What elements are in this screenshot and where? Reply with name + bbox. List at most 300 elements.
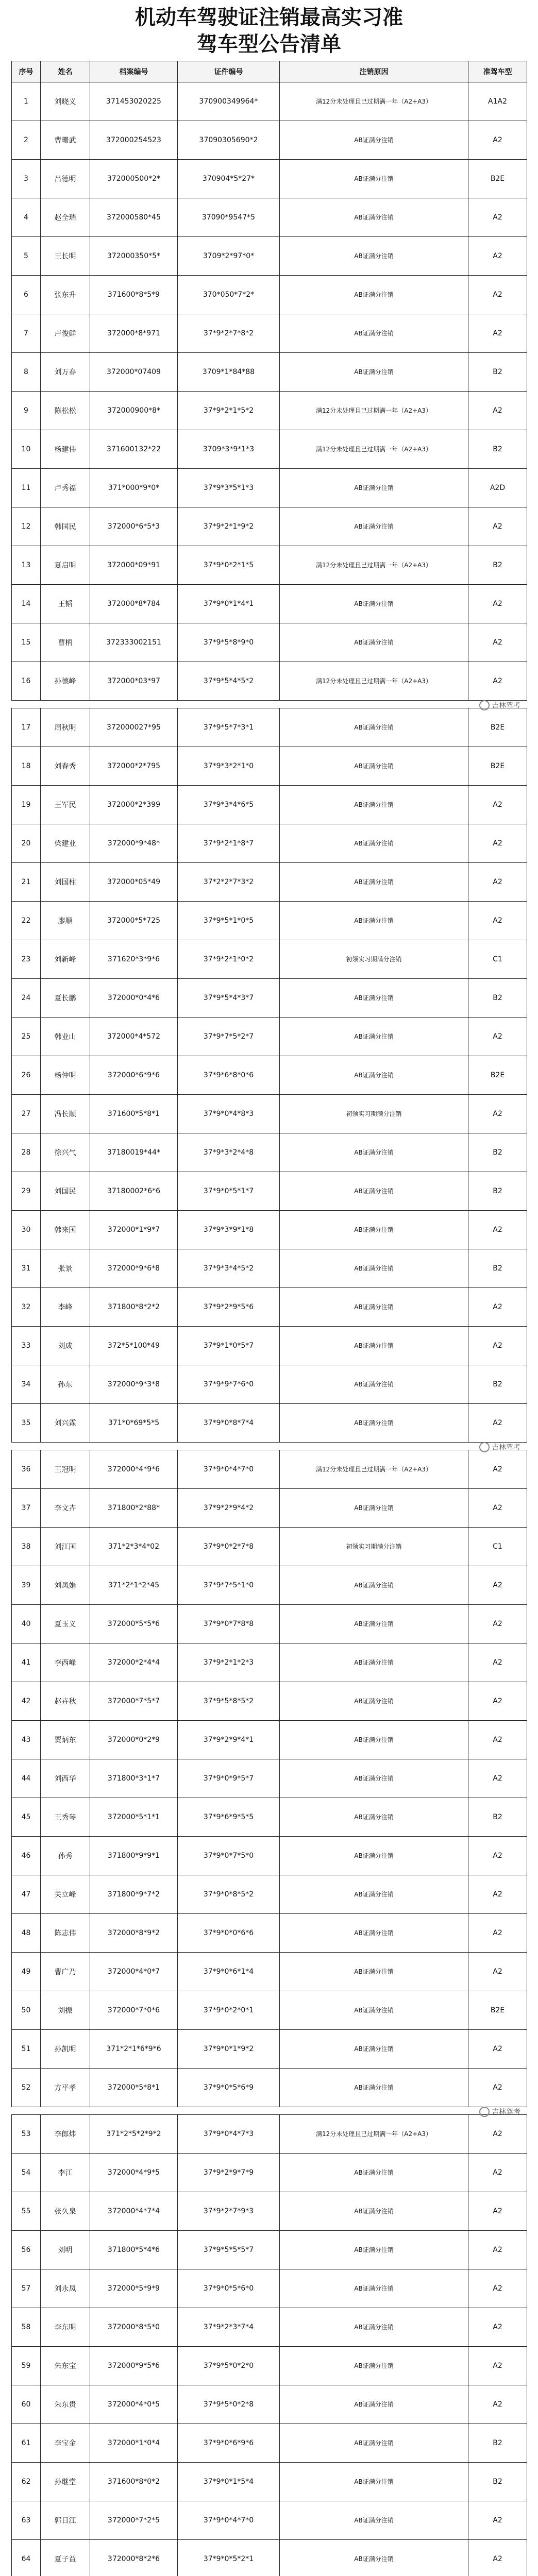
- license-number: 37*9*5*0*2*8: [178, 2385, 280, 2424]
- file-number: 372000*9*5*6: [90, 2347, 178, 2385]
- cancel-reason: AB证满分注销: [280, 198, 468, 237]
- vehicle-class: A2: [468, 1211, 527, 1249]
- driver-name: 夏启明: [41, 546, 90, 585]
- file-number: 371600132*22: [90, 430, 178, 469]
- driver-name: 刘万春: [41, 353, 90, 392]
- table-row: [12, 1991, 527, 2030]
- table-row: [12, 2308, 527, 2347]
- file-number: 372000*4*572: [90, 1018, 178, 1056]
- watermark-logo-icon: [479, 2107, 490, 2117]
- vehicle-class: A2: [468, 2385, 527, 2424]
- row-number: 14: [12, 585, 41, 623]
- driver-name: 孙凯明: [41, 2030, 90, 2069]
- table-row: [12, 353, 527, 392]
- file-number: 372000*2*4*4: [90, 1643, 178, 1682]
- row-number: 30: [12, 1211, 41, 1249]
- file-number: 372000*4*0*7: [90, 1953, 178, 1991]
- license-number: 37*9*1*0*5*7: [178, 1327, 280, 1365]
- license-number: 37*9*0*4*7*0: [178, 1450, 280, 1489]
- row-number: 27: [12, 1095, 41, 1133]
- table-row: [12, 1133, 527, 1172]
- license-number: 37090305690*2: [178, 121, 280, 160]
- vehicle-class: B2E: [468, 1991, 527, 2030]
- cancel-reason: AB证满分注销: [280, 1605, 468, 1643]
- vehicle-class: A2: [468, 2540, 527, 2576]
- row-number: 43: [12, 1721, 41, 1759]
- license-number: 37*9*2*1*8*7: [178, 824, 280, 863]
- driver-name: 赵卉秋: [41, 1682, 90, 1721]
- table-row: [12, 1682, 527, 1721]
- row-number: 29: [12, 1172, 41, 1211]
- cancel-reason: AB证满分注销: [280, 2192, 468, 2231]
- vehicle-class: B2: [468, 1249, 527, 1288]
- file-number: 372000350*5*: [90, 237, 178, 276]
- vehicle-class: B2: [468, 546, 527, 585]
- row-number: 58: [12, 2308, 41, 2347]
- cancel-reason: AB证满分注销: [280, 314, 468, 353]
- watermark: [479, 2107, 520, 2117]
- license-number: 37*9*2*9*5*6: [178, 1288, 280, 1327]
- license-number: 37*9*0*8*5*2: [178, 1875, 280, 1914]
- row-number: 16: [12, 662, 41, 701]
- cancel-reason: AB证满分注销: [280, 863, 468, 902]
- cancel-reason: 满12分未处理且已过期满一年（A2+A3）: [280, 662, 468, 701]
- license-number: 37*9*0*6*9*6: [178, 2424, 280, 2463]
- section-gap: [12, 701, 527, 708]
- driver-name: 贾炳东: [41, 1721, 90, 1759]
- table-row: [12, 585, 527, 623]
- file-number: 371*2*3*4*02: [90, 1528, 178, 1566]
- table-row: [12, 2385, 527, 2424]
- row-number: 36: [12, 1450, 41, 1489]
- driver-name: 刘国柱: [41, 863, 90, 902]
- license-number: 37*9*2*7*8*2: [178, 314, 280, 353]
- vehicle-class: A2: [468, 1914, 527, 1953]
- watermark-text: 吉林驾考: [492, 1444, 520, 1452]
- cancel-reason: AB证满分注销: [280, 1172, 468, 1211]
- driver-name: 赵全瑞: [41, 198, 90, 237]
- file-number: 372000*4*9*6: [90, 1450, 178, 1489]
- file-number: 372000*05*49: [90, 863, 178, 902]
- cancel-reason: AB证满分注销: [280, 2069, 468, 2107]
- table-row: [12, 1172, 527, 1211]
- row-number: 3: [12, 160, 41, 198]
- vehicle-class: A2: [468, 863, 527, 902]
- vehicle-class: A2: [468, 1450, 527, 1489]
- cancel-reason: 满12分未处理且已过期满一年（A2+A3）: [280, 392, 468, 430]
- license-number: 37*9*6*8*0*6: [178, 1056, 280, 1095]
- driver-name: 冯长顺: [41, 1095, 90, 1133]
- row-number: 7: [12, 314, 41, 353]
- vehicle-class: B2: [468, 353, 527, 392]
- row-number: 60: [12, 2385, 41, 2424]
- vehicle-class: A2: [468, 1605, 527, 1643]
- driver-name: 陈松松: [41, 392, 90, 430]
- file-number: 371453020225: [90, 82, 178, 121]
- row-number: 38: [12, 1528, 41, 1566]
- file-number: 372000*9*48*: [90, 824, 178, 863]
- license-number: 37*9*2*1*0*2: [178, 940, 280, 979]
- license-number: 37*9*5*0*2*0: [178, 2347, 280, 2385]
- section-gap-cell: [12, 701, 527, 708]
- license-number: 37*9*0*9*5*7: [178, 1759, 280, 1798]
- table-row: [12, 160, 527, 198]
- file-number: 371*2*5*2*9*2: [90, 2115, 178, 2154]
- vehicle-class: A2: [468, 1682, 527, 1721]
- row-number: 40: [12, 1605, 41, 1643]
- row-number: 25: [12, 1018, 41, 1056]
- table-row: [12, 1211, 527, 1249]
- vehicle-class: B2: [468, 2463, 527, 2501]
- file-number: 372000*4*0*5: [90, 2385, 178, 2424]
- driver-name: 刘明: [41, 2231, 90, 2269]
- cancel-reason: AB证满分注销: [280, 1875, 468, 1914]
- column-header: 档案编号: [90, 61, 178, 82]
- row-number: 17: [12, 708, 41, 747]
- file-number: 371800*9*7*2: [90, 1875, 178, 1914]
- license-number: 37*9*2*1*5*2: [178, 392, 280, 430]
- vehicle-class: A2: [468, 1566, 527, 1605]
- vehicle-class: A2: [468, 623, 527, 662]
- cancel-reason: 初领实习期满分注销: [280, 940, 468, 979]
- driver-name: 张景: [41, 1249, 90, 1288]
- file-number: 371620*3*9*6: [90, 940, 178, 979]
- table-row: [12, 708, 527, 747]
- cancel-reason: AB证满分注销: [280, 1759, 468, 1798]
- file-number: 372000*6*9*6: [90, 1056, 178, 1095]
- license-number: 37*9*0*7*8*8: [178, 1605, 280, 1643]
- table-row: [12, 546, 527, 585]
- row-number: 47: [12, 1875, 41, 1914]
- table-row: [12, 2501, 527, 2540]
- cancel-reason: 满12分未处理且已过期满一年（A2+A3）: [280, 1450, 468, 1489]
- driver-name: 李江: [41, 2154, 90, 2192]
- table-row: [12, 1365, 527, 1404]
- watermark: [479, 700, 520, 710]
- driver-name: 刘春秀: [41, 747, 90, 786]
- file-number: 371600*8*5*9: [90, 276, 178, 314]
- cancel-reason: AB证满分注销: [280, 1365, 468, 1404]
- row-number: 20: [12, 824, 41, 863]
- column-header: 注销原因: [280, 61, 468, 82]
- license-number: 37*9*6*9*5*5: [178, 1798, 280, 1837]
- table-row: [12, 747, 527, 786]
- table-row: [12, 786, 527, 824]
- vehicle-class: A2: [468, 198, 527, 237]
- table-row: [12, 623, 527, 662]
- column-header: 证件编号: [178, 61, 280, 82]
- table-row: [12, 2115, 527, 2154]
- file-number: 372000*8*971: [90, 314, 178, 353]
- file-number: 372000500*2*: [90, 160, 178, 198]
- file-number: 372000900*8*: [90, 392, 178, 430]
- driver-name: 梁建业: [41, 824, 90, 863]
- file-number: 372000*4*9*5: [90, 2154, 178, 2192]
- cancel-reason: AB证满分注销: [280, 507, 468, 546]
- license-number: 37*9*0*7*5*0: [178, 1837, 280, 1875]
- file-number: 372000*5*1*1: [90, 1798, 178, 1837]
- vehicle-class: A2: [468, 507, 527, 546]
- column-header: 姓名: [41, 61, 90, 82]
- row-number: 2: [12, 121, 41, 160]
- license-number: 37*9*0*4*7*0: [178, 2501, 280, 2540]
- row-number: 46: [12, 1837, 41, 1875]
- vehicle-class: A2: [468, 1327, 527, 1365]
- table-row: [12, 1759, 527, 1798]
- license-number: 37*9*2*7*9*3: [178, 2192, 280, 2231]
- cancellation-table: [11, 61, 527, 2576]
- vehicle-class: B2: [468, 1172, 527, 1211]
- table-row: [12, 2030, 527, 2069]
- license-number: 37*9*0*1*9*2: [178, 2030, 280, 2069]
- row-number: 9: [12, 392, 41, 430]
- vehicle-class: A2: [468, 1095, 527, 1133]
- table-row: [12, 2192, 527, 2231]
- table-row: [12, 1528, 527, 1566]
- license-number: 37*9*3*2*4*8: [178, 1133, 280, 1172]
- cancel-reason: AB证满分注销: [280, 1682, 468, 1721]
- license-number: 37*2*2*7*3*2: [178, 863, 280, 902]
- cancel-reason: AB证满分注销: [280, 160, 468, 198]
- table-row: [12, 1953, 527, 1991]
- vehicle-class: A2: [468, 2069, 527, 2107]
- table-header-row: [12, 61, 527, 82]
- file-number: 371*2*1*6*9*6: [90, 2030, 178, 2069]
- cancel-reason: AB证满分注销: [280, 2308, 468, 2347]
- driver-name: 刘兴霖: [41, 1404, 90, 1443]
- row-number: 5: [12, 237, 41, 276]
- table-row: [12, 1566, 527, 1605]
- driver-name: 李宝金: [41, 2424, 90, 2463]
- license-number: 37*9*0*6*1*4: [178, 1953, 280, 1991]
- vehicle-class: A2: [468, 121, 527, 160]
- file-number: 372000*8*2*6: [90, 2540, 178, 2576]
- table-body: [12, 82, 527, 2576]
- license-number: 37*9*0*2*7*8: [178, 1528, 280, 1566]
- driver-name: 夏玉义: [41, 1605, 90, 1643]
- vehicle-class: C1: [468, 1528, 527, 1566]
- row-number: 41: [12, 1643, 41, 1682]
- cancel-reason: AB证满分注销: [280, 276, 468, 314]
- row-number: 52: [12, 2069, 41, 2107]
- license-number: 37090*9547*5: [178, 198, 280, 237]
- row-number: 62: [12, 2463, 41, 2501]
- cancel-reason: AB证满分注销: [280, 121, 468, 160]
- row-number: 13: [12, 546, 41, 585]
- section-gap-cell: [12, 2107, 527, 2115]
- driver-name: 刘振: [41, 1991, 90, 2030]
- table-row: [12, 979, 527, 1018]
- vehicle-class: A2: [468, 2030, 527, 2069]
- driver-name: 李文卉: [41, 1489, 90, 1528]
- vehicle-class: A2: [468, 1721, 527, 1759]
- table-row: [12, 392, 527, 430]
- driver-name: 李峰: [41, 1288, 90, 1327]
- file-number: 372000*9*3*8: [90, 1365, 178, 1404]
- watermark-logo-icon: [479, 700, 490, 710]
- cancel-reason: AB证满分注销: [280, 824, 468, 863]
- vehicle-class: A1A2: [468, 82, 527, 121]
- cancel-reason: AB证满分注销: [280, 1721, 468, 1759]
- license-number: 37*9*5*5*5*7: [178, 2231, 280, 2269]
- row-number: 15: [12, 623, 41, 662]
- driver-name: 刘西华: [41, 1759, 90, 1798]
- file-number: 372000*8*784: [90, 585, 178, 623]
- license-number: 37*9*0*4*7*3: [178, 2115, 280, 2154]
- license-number: 37*9*5*1*0*5: [178, 902, 280, 940]
- row-number: 26: [12, 1056, 41, 1095]
- table-row: [12, 2463, 527, 2501]
- section-gap-cell: [12, 1443, 527, 1450]
- cancel-reason: 初领实习期满分注销: [280, 1528, 468, 1566]
- license-number: 37*9*5*8*5*2: [178, 1682, 280, 1721]
- table-row: [12, 1249, 527, 1288]
- watermark-logo-icon: [479, 1442, 490, 1452]
- license-number: 37*9*5*8*9*0: [178, 623, 280, 662]
- column-header: 准驾车型: [468, 61, 527, 82]
- driver-name: 刘成: [41, 1327, 90, 1365]
- file-number: 371800*2*88*: [90, 1489, 178, 1528]
- driver-name: 刘国民: [41, 1172, 90, 1211]
- license-number: 37*9*2*1*2*3: [178, 1643, 280, 1682]
- driver-name: 王韬: [41, 585, 90, 623]
- table-row: [12, 430, 527, 469]
- vehicle-class: A2: [468, 1018, 527, 1056]
- file-number: 372000*5*5*6: [90, 1605, 178, 1643]
- file-number: 372000580*45: [90, 198, 178, 237]
- row-number: 34: [12, 1365, 41, 1404]
- file-number: 372333002151: [90, 623, 178, 662]
- row-number: 48: [12, 1914, 41, 1953]
- vehicle-class: A2: [468, 2115, 527, 2154]
- row-number: 64: [12, 2540, 41, 2576]
- title-line-2: 驾车型公告清单: [197, 32, 341, 56]
- row-number: 35: [12, 1404, 41, 1443]
- file-number: 371800*5*4*6: [90, 2231, 178, 2269]
- file-number: 372000*8*5*0: [90, 2308, 178, 2347]
- license-number: 3709*3*9*1*3: [178, 430, 280, 469]
- file-number: 371600*8*0*2: [90, 2463, 178, 2501]
- cancel-reason: AB证满分注销: [280, 1566, 468, 1605]
- table-row: [12, 1489, 527, 1528]
- file-number: 372000*5*9*9: [90, 2269, 178, 2308]
- row-number: 10: [12, 430, 41, 469]
- file-number: 372*5*100*49: [90, 1327, 178, 1365]
- cancel-reason: AB证满分注销: [280, 2501, 468, 2540]
- row-number: 4: [12, 198, 41, 237]
- table-row: [12, 314, 527, 353]
- vehicle-class: A2: [468, 392, 527, 430]
- license-number: 37*9*0*0*6*6: [178, 1914, 280, 1953]
- file-number: 371600*5*8*1: [90, 1095, 178, 1133]
- vehicle-class: B2: [468, 979, 527, 1018]
- cancel-reason: 满12分未处理且已过期满一年（A2+A3）: [280, 2115, 468, 2154]
- row-number: 23: [12, 940, 41, 979]
- license-number: 370*050*7*2*: [178, 276, 280, 314]
- license-number: 37*9*0*4*8*3: [178, 1095, 280, 1133]
- vehicle-class: A2: [468, 1875, 527, 1914]
- license-number: 37*9*2*3*7*4: [178, 2308, 280, 2347]
- license-number: 37*9*2*9*7*9: [178, 2154, 280, 2192]
- table-row: [12, 1404, 527, 1443]
- driver-name: 李西峰: [41, 1643, 90, 1682]
- license-number: 3709*1*84*88: [178, 353, 280, 392]
- driver-name: 吕德明: [41, 160, 90, 198]
- cancel-reason: AB证满分注销: [280, 237, 468, 276]
- file-number: 372000*5*725: [90, 902, 178, 940]
- license-number: 37*9*3*2*1*0: [178, 747, 280, 786]
- driver-name: 孙秀: [41, 1837, 90, 1875]
- vehicle-class: A2: [468, 2347, 527, 2385]
- driver-name: 曹柄: [41, 623, 90, 662]
- file-number: 372000*0*2*9: [90, 1721, 178, 1759]
- cancel-reason: AB证满分注销: [280, 1288, 468, 1327]
- vehicle-class: A2: [468, 1837, 527, 1875]
- title-line-1: 机动车驾驶证注销最高实习准: [135, 5, 403, 29]
- cancel-reason: AB证满分注销: [280, 2540, 468, 2576]
- file-number: 372000*4*7*4: [90, 2192, 178, 2231]
- cancel-reason: AB证满分注销: [280, 2231, 468, 2269]
- row-number: 28: [12, 1133, 41, 1172]
- section-gap: [12, 1443, 527, 1450]
- file-number: 371*000*9*0*: [90, 469, 178, 507]
- license-number: 37*9*0*8*7*4: [178, 1404, 280, 1443]
- row-number: 54: [12, 2154, 41, 2192]
- file-number: 371*0*69*5*5: [90, 1404, 178, 1443]
- driver-name: 韩来国: [41, 1211, 90, 1249]
- cancel-reason: AB证满分注销: [280, 1837, 468, 1875]
- vehicle-class: A2: [468, 585, 527, 623]
- license-number: 37*9*0*1*5*4: [178, 2463, 280, 2501]
- license-number: 37*9*0*2*0*1: [178, 1991, 280, 2030]
- cancel-reason: AB证满分注销: [280, 2154, 468, 2192]
- row-number: 33: [12, 1327, 41, 1365]
- vehicle-class: A2: [468, 1953, 527, 1991]
- table-row: [12, 1288, 527, 1327]
- cancel-reason: AB证满分注销: [280, 708, 468, 747]
- table-row: [12, 2540, 527, 2576]
- cancel-reason: AB证满分注销: [280, 1211, 468, 1249]
- cancel-reason: AB证满分注销: [280, 1327, 468, 1365]
- driver-name: 郭日江: [41, 2501, 90, 2540]
- vehicle-class: B2: [468, 1365, 527, 1404]
- vehicle-class: A2: [468, 902, 527, 940]
- file-number: 372000*8*9*2: [90, 1914, 178, 1953]
- vehicle-class: A2: [468, 1404, 527, 1443]
- license-number: 37*9*7*5*2*7: [178, 1018, 280, 1056]
- table-row: [12, 1327, 527, 1365]
- driver-name: 杨建伟: [41, 430, 90, 469]
- license-number: 370904*5*27*: [178, 160, 280, 198]
- table-row: [12, 1798, 527, 1837]
- vehicle-class: A2: [468, 2231, 527, 2269]
- vehicle-class: B2: [468, 1133, 527, 1172]
- row-number: 45: [12, 1798, 41, 1837]
- driver-name: 方平孝: [41, 2069, 90, 2107]
- file-number: 37180019*44*: [90, 1133, 178, 1172]
- row-number: 49: [12, 1953, 41, 1991]
- watermark-text: 吉林驾考: [492, 2108, 520, 2116]
- table-row: [12, 1056, 527, 1095]
- driver-name: 夏子益: [41, 2540, 90, 2576]
- file-number: 372000*6*5*3: [90, 507, 178, 546]
- cancel-reason: AB证满分注销: [280, 1643, 468, 1682]
- cancel-reason: AB证满分注销: [280, 2269, 468, 2308]
- vehicle-class: A2: [468, 2192, 527, 2231]
- driver-name: 徐兴气: [41, 1133, 90, 1172]
- row-number: 11: [12, 469, 41, 507]
- driver-name: 刘江国: [41, 1528, 90, 1566]
